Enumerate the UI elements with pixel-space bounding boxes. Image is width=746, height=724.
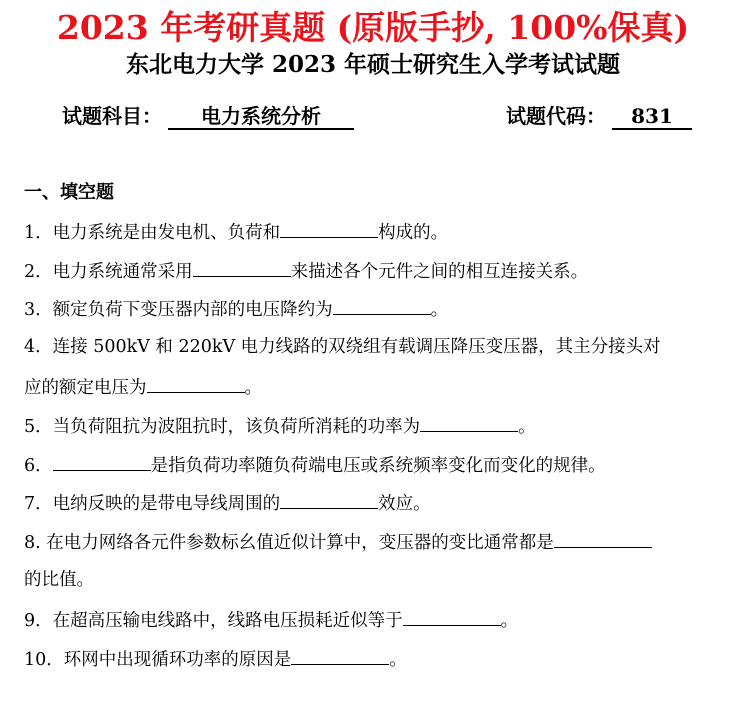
question-8	[24, 529, 652, 555]
question-text: 构成的。	[378, 223, 449, 243]
subject-value: 电力系统分析	[168, 104, 354, 130]
question-3	[24, 296, 448, 322]
answer-blank	[193, 258, 291, 277]
question-8-continued	[24, 568, 94, 592]
question-text: 10．环网中出现循环功率的原因是	[24, 650, 292, 670]
question-text: 来描述各个元件之间的相互连接关系。	[290, 262, 589, 282]
question-10	[24, 646, 407, 672]
question-text: 8. 在电力网络各元件参数标幺值近似计算中，变压器的变比通常都是	[24, 533, 554, 553]
question-text: 应的额定电压为	[24, 378, 147, 398]
question-text: 是指负荷功率随负荷端电压或系统频率变化而变化的规律。	[150, 456, 606, 476]
question-text: 7．电纳反映的是带电导线周围的	[24, 494, 281, 514]
question-text: 4．连接 500kV 和 220kV 电力线路的双绕组有载调压降压变压器，其主分接头对	[24, 337, 661, 357]
subject-field	[62, 100, 354, 130]
code-value: 831	[612, 104, 692, 130]
question-text: 2．电力系统通常采用	[24, 262, 193, 282]
answer-blank	[403, 607, 501, 626]
question-text: 6．	[24, 456, 53, 476]
question-5	[24, 413, 536, 439]
code-field	[506, 100, 692, 130]
answer-blank	[53, 452, 151, 471]
question-text: 3．额定负荷下变压器内部的电压降约为	[24, 300, 333, 320]
question-text: 1．电力系统是由发电机、负荷和	[24, 223, 281, 243]
answer-blank	[280, 219, 378, 238]
question-text: 9．在超高压输电线路中，线路电压损耗近似等于	[24, 611, 403, 631]
section-title: 一、填空题	[24, 182, 114, 203]
answer-blank	[280, 490, 378, 509]
question-4	[24, 335, 661, 359]
question-text: 。	[500, 611, 519, 631]
answer-blank	[291, 646, 389, 665]
question-text: 。	[518, 417, 536, 437]
question-6	[24, 452, 606, 478]
question-9	[24, 607, 518, 633]
question-text: 。	[389, 650, 407, 670]
answer-blank	[554, 529, 652, 548]
question-text: 5．当负荷阻抗为波阻抗时，该负荷所消耗的功率为	[24, 417, 421, 437]
banner-title: 2023 年考研真题 (原版手抄, 100%保真)	[56, 8, 690, 47]
question-7	[24, 490, 431, 516]
question-4-continued	[24, 374, 262, 400]
question-2	[24, 258, 588, 284]
question-text: 效应。	[378, 494, 431, 514]
answer-blank	[420, 413, 518, 432]
answer-blank	[147, 374, 245, 393]
subject-label: 试题科目：	[62, 104, 162, 128]
question-text: 。	[244, 378, 262, 398]
question-text: 。	[430, 300, 449, 320]
code-label: 试题代码：	[506, 104, 606, 128]
exam-subtitle: 东北电力大学 2023 年硕士研究生入学考试试题	[125, 51, 621, 78]
question-1	[24, 219, 448, 245]
answer-blank	[333, 296, 431, 315]
question-text: 的比值。	[24, 570, 94, 590]
